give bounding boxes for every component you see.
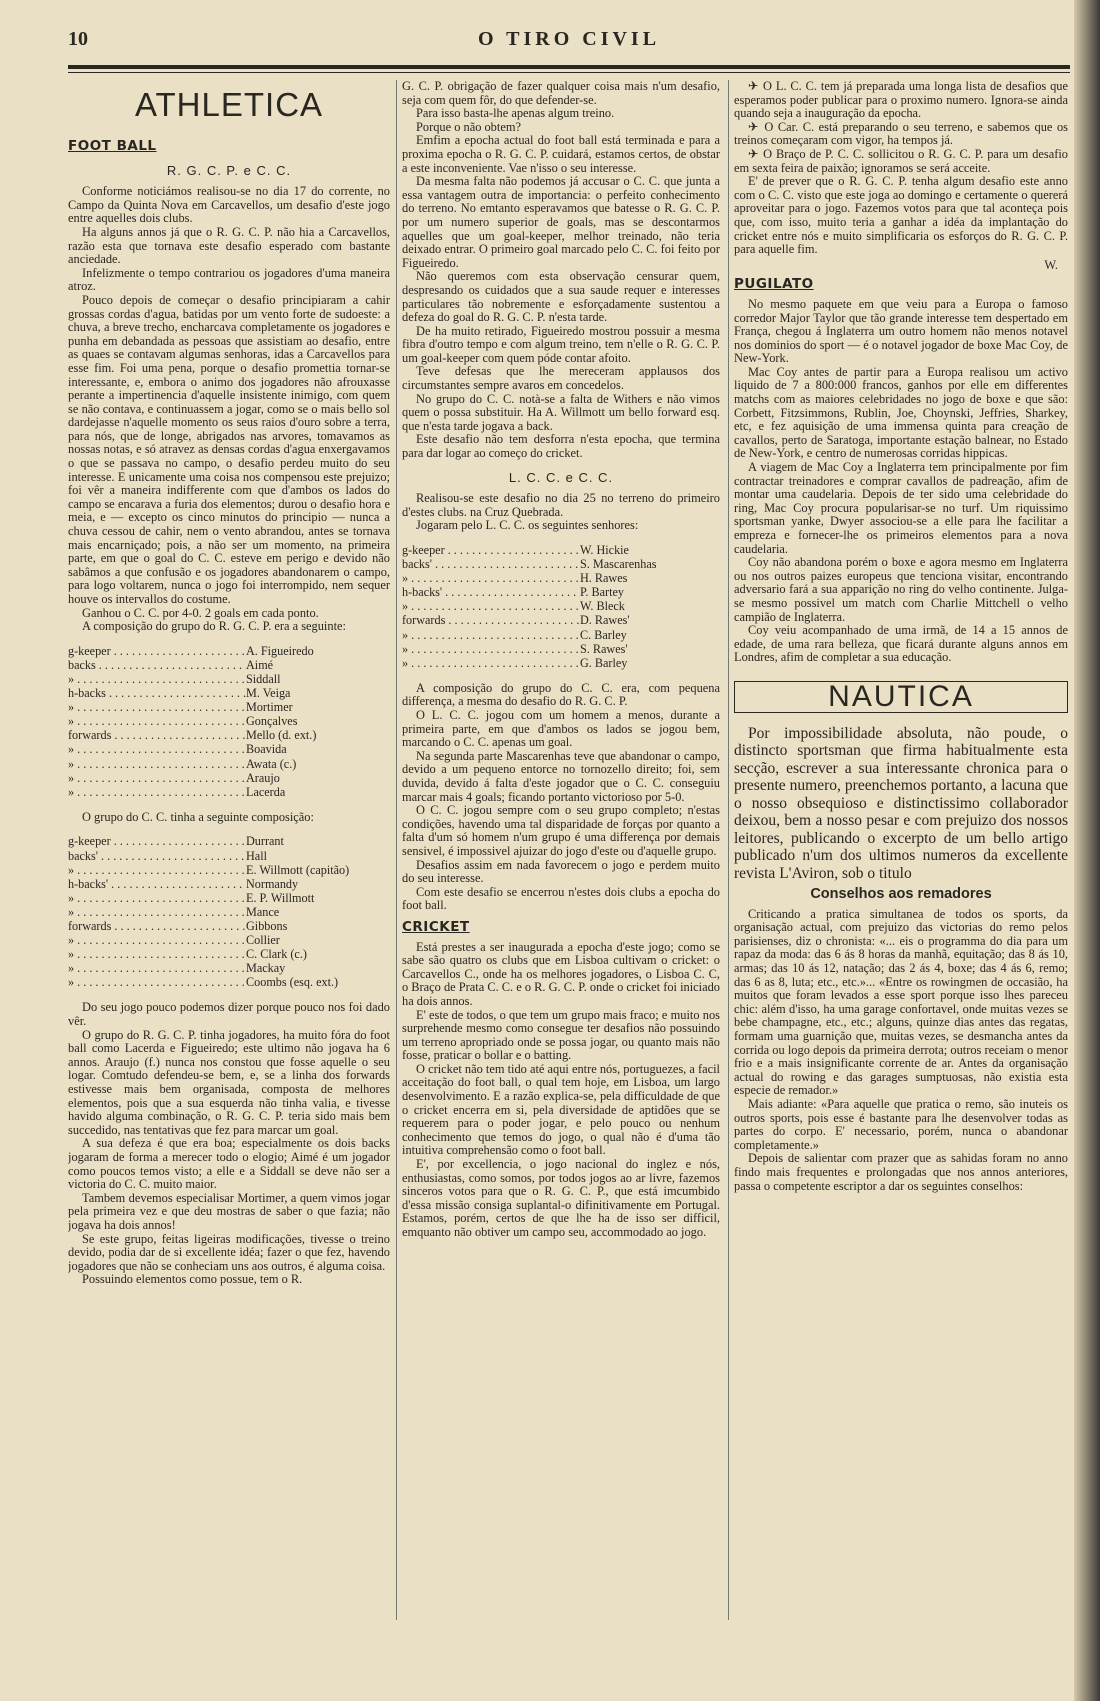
lineup-row xyxy=(68,658,390,672)
paragraph: De ha muito retirado, Figueiredo mostrou possuir a mesma fibra d'outro tempo e com algum treino, tem n'elle o R. G. C. P. um goal-keeper com quem póde contar afoito. xyxy=(402,323,720,365)
player-name: E. Willmott (capitão) xyxy=(246,862,350,877)
paragraph: A composição do grupo do C. C. era, com pequena differença, a mesma do desafio do R. G. C. P. xyxy=(402,680,720,709)
lineup-row xyxy=(402,656,720,670)
position: » . . . xyxy=(68,975,246,989)
lineup-row xyxy=(68,672,390,686)
player-name: Mance xyxy=(246,904,280,919)
lineup-lcc xyxy=(402,543,720,670)
position: » . . . xyxy=(402,628,580,642)
player-name: Mackay xyxy=(246,961,286,976)
player-name: Durrant xyxy=(246,834,284,849)
nautica-intro: Por impossibilidade absoluta, não poude, o distincto sportsman que firma habitualmente esta secção, escrever a sua interessante chronica para o presente numero, preenchemos portanto, a lacuna que o nosso obsequioso e distinctissimo collaborador deixou, bem a nosso pesar e com prejuizo dos nossos leitores, publicando o excerpto de um bello artigo publicado n'um dos ultimos numeros da excellente revista L'Aviron, sob o titulo xyxy=(734,724,1068,882)
paragraph: O grupo do R. G. C. P. tinha jogadores, ha muito fóra do foot ball como Lacerda e Figueiredo; este ultimo não jogava ha 6 annos. Araujo (f.) nunca nos constou que fosse aquelle o seu logar. Comtudo defendeu-se bem, e, se a linha dos forwards estivesse mais bem organisada, composta de melhores elementos, pois que a sua esquerda não tinha valia, e tivesse havido alguma combinação, o R. G. C. P. teria sido mais bem succedido, nas tentativas que fez para marcar um goal. xyxy=(68,1027,390,1137)
column-1 xyxy=(68,80,390,1695)
foot-ball-label: FOOT BALL xyxy=(68,138,157,154)
position: » . . . xyxy=(68,863,246,877)
position: » . . . xyxy=(402,656,580,670)
cricket-label: CRICKET xyxy=(402,918,470,935)
paragraph: Criticando a pratica simultanea de todos os sports, da organisação actual, com prejuizo das victorias do remo pelos parisienses, diz o chronista: «... eis o programma do dia para um rapaz da moda: das 6 ás 8 horas da manhã, equitação; das 8 ás 10, armas; das 10 ás 12, natação; das 2 ás 4, boxe; das 4 ás 6, remo; das 6 as 8, luta; etc., etc.»... «Entre os rowingmen de occasião, ha muitos que foram levados a esse sport porque isso lhes pareceu chic: além d'isso, ha uma garage confortavel, onde muitas vezes se bebe champagne, etc., etc.; alguns, quinze dias antes das regatas, formam uma guarnição que, muitas vezes, se desmancha antes da corrida ou logo depois da primeira derrota; outros receiam o menor frio e a mais insignificante corrente de ar. Antes da organisação actual do rowing e das garages sumptuosas, não existia esta especie de remador.» xyxy=(734,906,1068,1098)
column-divider xyxy=(728,80,729,1620)
player-name: Boavida xyxy=(246,742,287,757)
paragraph: O grupo do C. C. tinha a seguinte composição: xyxy=(82,809,314,824)
paragraph: Se este grupo, feitas ligeiras modificações, tivesse o treino devido, podia dar de si excellente idéa; fazer o que fez, havendo jogadores que não se conheciam uns aos outros, é alguma coisa. xyxy=(68,1231,390,1273)
article-body-a xyxy=(68,185,390,634)
position: forwards . . . xyxy=(68,919,246,933)
author-signature: W. xyxy=(1044,257,1058,272)
paragraph: A composição do grupo do R. G. C. P. era a seguinte: xyxy=(82,619,346,634)
paragraph: Coy não abandona porém o boxe e agora mesmo em Inglaterra ou nos outros paizes europeus que tenciona visitar, encontrando adversario fará a sua apparição no ring do velho continente. Julga-se mesmo possivel um match com Charlie Mittchell o velho campião de Inglaterra. xyxy=(734,555,1068,624)
lineup-row xyxy=(68,849,390,863)
conselhos-heading: Conselhos aos remadores xyxy=(810,886,992,903)
paragraph: Teve defesas que lhe mereceram applausos dos circumstantes sempre avaros em concedelos. xyxy=(402,364,720,393)
player-name: D. Rawes' xyxy=(580,613,630,628)
player-name: M. Veiga xyxy=(246,686,291,701)
player-name: W. Hickie xyxy=(580,543,629,557)
paragraph: ✈ O L. C. C. tem já preparada uma longa lista de desafios que esperamos poder publicar para o proximo numero. Ignora-se ainda quando seja a inauguração da epocha. xyxy=(734,80,1068,121)
pugilato-label: PUGILATO xyxy=(734,276,814,293)
player-name: Mello (d. ext.) xyxy=(246,728,317,743)
player-name: Gibbons xyxy=(246,918,288,933)
paragraph: Não queremos com esta observação censurar quem, despresando os cuidados que a sua saude requer e interesses particulares tão nobremente e esforçadamente sustentou a defeza do goal do R. G. C. P. n'esta tarde. xyxy=(402,269,720,325)
paragraph: Desafios assim em nada favorecem o jogo e perdem muito do seu interesse. xyxy=(402,857,720,886)
position: g-keeper . . . xyxy=(402,543,580,557)
paragraph: E' este de todos, o que tem um grupo mais fraco; e muito nos surprehende mesmo como consegue ter desafios não possuindo um terreno apropriado onde se possa jogar, ou quanto mais não fosse, praticar o bollar e o batting. xyxy=(402,1007,720,1063)
position: » . . . xyxy=(68,672,246,686)
paragraph: Mais adiante: «Para aquelle que pratica o remo, são inuteis os outros sports, pois esse é bastante para lhe desenvolver todas as partes do corpo. E' necessario, porém, nunca o abandonar completamente.» xyxy=(734,1096,1068,1152)
conselhos-article xyxy=(734,908,1068,1193)
lineup-row xyxy=(402,613,720,627)
position: g-keeper . . . xyxy=(68,644,246,658)
paragraph: A sua defeza é que era boa; especialmente os dois backs jogaram de forma a merecer todo o elogio; Aimé é um jogador como poucos temos visto; a elle e a Siddall se deve não ser a victoria do C. C. muito maior. xyxy=(68,1136,390,1192)
paragraph: Ha alguns annos já que o R. G. C. P. não hia a Carcavellos, razão esta que tornava este desafio esperado com bastante anciedade. xyxy=(68,224,390,267)
position: » . . . xyxy=(68,757,246,771)
lineup-row xyxy=(68,700,390,714)
player-name: C. Barley xyxy=(580,627,627,642)
paragraph: Infelizmente o tempo contrariou os jogadores d'uma maneira atroz. xyxy=(68,265,390,294)
article-body-c xyxy=(402,682,720,913)
position: » . . . xyxy=(68,891,246,905)
lineup-row xyxy=(402,599,720,613)
paragraph: Da mesma falta não podemos já accusar o C. C. que junta a essa vantagem outra de importancia: o perfeito conhecimento do terreno. No emtanto esperavamos que batesse o R. G. C. P. por um numero superior de goals, mas se descontarmos aquelles que um goal-keeper, melhor treinado, não teria deixado entrar. O primeiro goal marcado pelo C. C. foi feito por Figueiredo. xyxy=(402,174,720,270)
lineup-row xyxy=(402,543,720,557)
paragraph: ✈ O Car. C. está preparando o seu terreno, e sabemos que os treinos começaram com vigor, ha tempos já. xyxy=(734,119,1068,148)
paragraph: A viagem de Mac Coy a Inglaterra tem principalmente por fim contractar treinadores e comprar cavallos de padreação, afim de montar uma caudelaria. Depois de ter sido uma celebridade do ring, Mac Coy procura popularisar-se no turf. Um riquissimo sportsman yanke, Dwyer associou-se a elle para lhe facilitar a empreza e fornecer-lhe os primeiros elementos para a nova caudelaria. xyxy=(734,460,1068,556)
lineup-row xyxy=(402,585,720,599)
lineup-row xyxy=(68,975,390,989)
lineup-row xyxy=(68,919,390,933)
player-name: G. Barley xyxy=(580,655,628,670)
lineup-row xyxy=(68,644,390,658)
position: » . . . xyxy=(68,742,246,756)
paragraph: No mesmo paquete em que veiu para a Europa o famoso corredor Major Taylor que tão grande interesse tem despertado em França, chegou á Inglaterra um outro homem não menos notavel nos dominios do sport — é o notavel jogador de boxe Mac Coy, de New-York. xyxy=(734,296,1068,366)
paragraph: Este desafio não tem desforra n'esta epocha, que termina para dar logar ao começo do cricket. xyxy=(402,432,720,461)
player-name: Coombs (esq. ext.) xyxy=(246,975,339,990)
paragraph: Realisou-se este desafio no dia 25 no terreno do primeiro d'estes clubs. na Cruz Quebrada. xyxy=(402,491,720,519)
paragraph: ✈ O Braço de P. C. C. sollicitou o R. G. C. P. para um desafio em sexta feira de paixão; ignoramos se será acceite. xyxy=(734,146,1068,175)
lineup-row xyxy=(68,961,390,975)
player-name: W. Bleck xyxy=(580,599,625,614)
paragraph: Porque o não obtem? xyxy=(416,119,521,134)
lineup-row xyxy=(68,757,390,771)
position: backs . . . xyxy=(68,658,246,672)
position: forwards . . . xyxy=(402,613,580,627)
player-name: H. Rawes xyxy=(580,571,628,586)
paragraph: Coy veiu acompanhado de uma irmã, de 14 a 15 annos de edade, de uma rara belleza, que ficará durante alguns annos em Londres, afim de completar a sua educação. xyxy=(734,623,1068,665)
player-name: P. Bartey xyxy=(580,585,625,600)
lineup-row xyxy=(402,571,720,585)
article-continuation xyxy=(402,80,720,461)
player-name: A. Figueiredo xyxy=(246,643,314,658)
lineup-cc xyxy=(68,834,390,989)
paragraph: Com este desafio se encerrou n'estes dois clubs a epocha do foot ball. xyxy=(402,884,720,913)
player-name: Araujo xyxy=(246,770,280,785)
lineup-row xyxy=(402,557,720,571)
player-name: Aimé xyxy=(246,657,274,672)
position: » . . . xyxy=(402,571,580,585)
paragraph: Para isso basta-lhe apenas algum treino. xyxy=(416,106,615,121)
nautica-heading: NAUTICA xyxy=(734,681,1068,713)
position: » . . . xyxy=(68,785,246,799)
position: » . . . xyxy=(68,947,246,961)
publication-title: O TIRO CIVIL xyxy=(477,28,661,50)
scan-edge xyxy=(1074,0,1100,1701)
paragraph: Ganhou o C. C. por 4-0. 2 goals em cada ponto. xyxy=(82,605,319,620)
pugilato-article xyxy=(734,298,1068,665)
player-name: S. Mascarenhas xyxy=(580,557,657,572)
position: » . . . xyxy=(68,714,246,728)
player-name: Lacerda xyxy=(246,784,286,799)
column-divider xyxy=(396,80,397,1620)
lineup-row xyxy=(68,863,390,877)
position: » . . . xyxy=(68,933,246,947)
paragraph: No grupo do C. C. notà-se a falta de Withers e não vimos quem o possa substituir. Ha A. Willmott um bello forward esq. que n'esta tarde jogava a back. xyxy=(402,391,720,433)
paragraph: Possuindo elementos como possue, tem o R. xyxy=(82,1272,303,1287)
match-title-lcc-cc: L. C. C. e C. C. xyxy=(508,469,614,485)
page-header xyxy=(68,28,1070,52)
lineup-row xyxy=(68,947,390,961)
position: » . . . xyxy=(68,961,246,975)
paragraph: Está prestes a ser inaugurada a epocha d'este jogo; como se sabe são quatro os clubs que em Lisboa cultivam o cricket: o Carcavellos C., onde ha os melhores jogadores, o Lisboa C. C, o Braço de Prata C. C. e o R. G. C. P. onde o cricket foi iniciado ha dois annos. xyxy=(402,939,720,1008)
paragraph: Jogaram pelo L. C. C. os seguintes senhores: xyxy=(416,518,639,533)
lineup-row xyxy=(68,834,390,848)
player-name: Mortimer xyxy=(246,700,293,715)
position: h-backs' . . . xyxy=(68,877,246,891)
position: backs' . . . xyxy=(68,849,246,863)
lineup-row xyxy=(68,714,390,728)
page-number: 10 xyxy=(68,28,88,50)
position: » . . . xyxy=(68,700,246,714)
paragraph: Na segunda parte Mascarenhas teve que abandonar o campo, devido a um pequeno entorce no tornozello direito; foi, sem duvida, devido á falta d'este jogador que o C. C. conseguiu marcar mais 4 goals; ficando portanto victorioso por 5-0. xyxy=(402,748,720,804)
lineup-row xyxy=(68,877,390,891)
lineup-row xyxy=(68,785,390,799)
position: » . . . xyxy=(68,905,246,919)
position: » . . . xyxy=(68,771,246,785)
paragraph: E', por excellencia, o jogo nacional do inglez e nós, enthusiastas, como somos, por todos jogos ao ar livre, fazemos sinceros votos para que o R. G. C. P., que está imcumbido d'essa missão consiga suplantal-o difinitivamente em Portugal. Estamos, porém, certos de que lhe ha de isso ser difficil, emquanto não obtiver um campo seu, accommodado ao jogo. xyxy=(402,1157,720,1239)
column-3 xyxy=(734,80,1068,1695)
column-2 xyxy=(402,80,720,1695)
paragraph: Depois de salientar com prazer que as sahidas foram no anno findo mais frequentes e prolongadas que nos annos anteriores, passa o competente escriptor a dar os seguintes conselhos: xyxy=(734,1151,1068,1193)
paragraph: Conforme noticiámos realisou-se no dia 17 do corrente, no Campo da Quinta Nova em Carcavellos, um desafio d'este jogo entre aquelles dois clubs. xyxy=(68,184,390,226)
player-name: Normandy xyxy=(246,876,299,891)
player-name: C. Clark (c.) xyxy=(246,947,307,962)
paragraph: E' de prever que o R. G. C. P. tenha algum desafio este anno com o C. C. visto que este joga ao domingo e certamente o quererá aproveitar para o jogo. Fazemos votos para que tal aconteça pois que, com isso, muito teria a ganhar a idéa da implantação do cricket entre nós e muito simplificaria os esforços do R. G. C. P. para aquelle fim. xyxy=(734,174,1068,257)
cricket-article xyxy=(402,941,720,1240)
cricket-notes xyxy=(734,80,1068,257)
match-title-rgcp-cc: R. G. C. P. e C. C. xyxy=(166,162,292,178)
lineup-row xyxy=(68,686,390,700)
position: » . . . xyxy=(402,599,580,613)
player-name: E. P. Willmott xyxy=(246,890,315,905)
paragraph: Emfim a epocha actual do foot ball está terminada e para a proxima epocha o R. G. C. P. cuidará, estamos certos, de obstar a este inconveniente. Vae n'isso o seu interesse. xyxy=(402,133,720,175)
lineup-row xyxy=(402,628,720,642)
lineup-row xyxy=(402,642,720,656)
paragraph: O cricket não tem tido até aqui entre nós, portuguezes, a facil acceitação do foot ball, o qual tem hoje, em Lisboa, um largo desenvolvimento. E a razão explica-se, pela difficuldade de que o cricket encerra em si, pela diversidade de aptidões que se requerem para o poder jogar, e pelo pouco ou nenhum conhecimento que temos do jogo, o qual não é d'uma tão intuitiva comprehensão como o foot ball. xyxy=(402,1061,720,1158)
position: » . . . xyxy=(402,642,580,656)
paragraph: Do seu jogo pouco podemos dizer porque pouco nos foi dado vêr. xyxy=(68,1000,390,1029)
lineup-row xyxy=(68,728,390,742)
position: h-backs' . . . xyxy=(402,585,580,599)
paragraph: Mac Coy antes de partir para a Europa realisou um activo liquido de 7 a 800:000 francos, ganhos por elle em differentes matchs com as maiores celebridades no jogo de boxe e que são: Corbett, Fitzsimmons, Rublin, Joe, Choynski, Jeffries, Sharkey, etc, e fez aquisição de uma immensa quinta para creação de cavallos, perto de Saratoga, importante estação balnear, no Estado de New-York, e centro de numerosas corridas hippicas. xyxy=(734,364,1068,461)
paragraph: Tambem devemos especialisar Mortimer, a quem vimos jogar pela primeira vez e que deu mostras de saber o que fazia; não jogava ha dois annos! xyxy=(68,1190,390,1232)
lineup-row xyxy=(68,933,390,947)
player-name: Awata (c.) xyxy=(246,756,297,771)
player-name: Collier xyxy=(246,933,280,948)
paragraph: O L. C. C. jogou com um homem a menos, durante a primeira parte, em que d'ambos os lados se jogou bem, marcando o C. C. apenas um goal. xyxy=(402,708,720,750)
lineup-row xyxy=(68,905,390,919)
lineup-row xyxy=(68,891,390,905)
header-rule-thin xyxy=(68,72,1070,73)
player-name: S. Rawes' xyxy=(580,641,628,656)
paragraph: G. C. P. obrigação de fazer qualquer coisa mais n'um desafio, seja com quem fôr, do que defender-se. xyxy=(402,80,720,107)
player-name: Hall xyxy=(246,848,267,863)
position: h-backs . . . xyxy=(68,686,246,700)
position: backs' . . . xyxy=(402,557,580,571)
player-name: Siddall xyxy=(246,671,281,686)
article-body-b xyxy=(68,1001,390,1286)
player-name: Gonçalves xyxy=(246,714,298,729)
athletica-heading: ATHLETICA xyxy=(134,86,324,123)
position: forwards . . . xyxy=(68,728,246,742)
paragraph: Pouco depois de começar o desafio principiaram a cahir grossas cordas d'agua, batidas por um vento forte de sudoeste: a chuva, a breve trecho, encharcava completamente os jogadores e punha em debandada as pessoas que assistiam ao desafio, entre as quaes se contavam algumas senhoras, idas a Carcavellos para esse fim. Foi uma pena, porque o desafio promettia tornar-se interessante, e, embora o animo dos jogadores não afrouxasse perante a impertinencia d'aquelle insistente inimigo, com quem se não contava, e continuassem a jogar, como se o mais bello sol dardejasse n'aquelle momento os seus raios d'ouro sobre a terra, para nós, que de longe, abrigados nas arvores, tomavamos as nossas notas, e só atravez as densas cordas d'agua enxergavamos o que se passava no campo, o desafio perdeu muito do seu interesse. E unicamente uma coisa nos compensou este prejuizo; foi vêr a maneira indifferente com que d'ambos os lados do campo se encarava a furia dos elementos; durou o desafio hora e meia, e — excepto os cinco minutos do principio — nunca a chuva cessou de cahir, nem o vento abrandou, antes se tornava mais encarniçado; pois, a não ser um momento, na primeira parte, em que o goal do C. C. esteve em perigo e devido não sabâmos a que confusão e os jogadores abandonarem o campo, para logo voltarem, nunca o jogo foi interrompido, nem sequer houve os intervallos do costume. xyxy=(68,292,390,606)
header-rule-thick xyxy=(68,65,1070,69)
paragraph: O C. C. jogou sempre com o seu grupo completo; n'estas condições, havendo uma tal disparidade de forças por quanto a falta d'um só homem n'um grupo é uma differença por demais sensivel, é impossivel ajuizar do jogo d'este ou d'aquelle grupo. xyxy=(402,803,720,858)
position: g-keeper . . . xyxy=(68,834,246,848)
lineup-row xyxy=(68,771,390,785)
lineup-rgcp xyxy=(68,644,390,799)
lineup-row xyxy=(68,742,390,756)
